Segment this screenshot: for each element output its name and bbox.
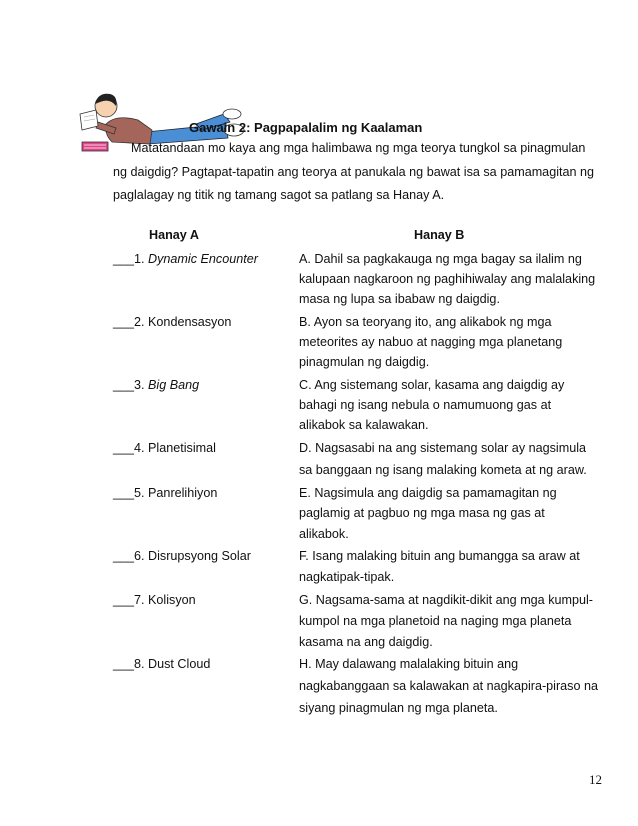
match-item-2: [113, 315, 231, 329]
intro-line-3: paglalagay ng titik ng tamang sagot sa patlang sa Hanay A.: [113, 188, 445, 202]
intro-line-2: ng daigdig? Pagtapat-tapatin ang teorya at panukala ng bawat isa sa pamamagitan ng: [113, 165, 595, 179]
choice-e-line-1: E. Nagsimula ang daigdig sa pamamagitan ng: [299, 486, 557, 500]
choice-b-line-3: pinagmulan ng daigdig.: [299, 355, 430, 369]
match-item-3: [113, 378, 199, 392]
answer-blank: ___: [113, 252, 135, 266]
choice-f-line-1: F. Isang malaking bituin ang bumangga sa araw at: [299, 549, 580, 563]
item-term: Big Bang: [148, 378, 200, 392]
item-term: Dust Cloud: [148, 657, 211, 671]
item-number: 1.: [134, 252, 145, 266]
choice-c-line-1: C. Ang sistemang solar, kasama ang daigdig ay: [299, 378, 565, 392]
match-item-5: [113, 486, 217, 500]
choice-g-line-3: kasama na ang daigdig.: [299, 635, 433, 649]
choice-d-line-2: sa banggaan ng isang malaking kometa at ng araw.: [299, 463, 587, 477]
choice-e-line-2: paglamig at pagbuo ng mga masa ng gas at: [299, 506, 545, 520]
item-number: 6.: [134, 549, 145, 563]
choice-h-line-2: nagkabanggaan sa kalawakan at nagkapira-piraso na: [299, 679, 598, 693]
item-number: 2.: [134, 315, 145, 329]
choice-h-line-1: H. May dalawang malalaking bituin ang: [299, 657, 519, 671]
page-number: 12: [589, 772, 602, 787]
choice-a-line-2: kalupaan nagkaroon ng paghihiwalay ang malalaking: [299, 272, 596, 286]
answer-blank: ___: [113, 593, 135, 607]
choice-g-line-1: G. Nagsama-sama at nagdikit-dikit ang mga kumpul-: [299, 593, 593, 607]
item-term: Disrupsyong Solar: [148, 549, 251, 563]
answer-blank: ___: [113, 657, 135, 671]
item-term: Planetisimal: [148, 441, 216, 455]
item-number: 7.: [134, 593, 145, 607]
choice-c-line-2: bahagi ng isang nebula o namumuong gas at: [299, 398, 552, 412]
choice-f-line-2: nagkatipak-tipak.: [299, 570, 395, 584]
choice-a-line-1: A. Dahil sa pagkakauga ng mga bagay sa ilalim ng: [299, 252, 582, 266]
item-term: Panrelihiyon: [148, 486, 218, 500]
activity-title: Gawain 2: Pagpapalalim ng Kaalaman: [189, 120, 423, 135]
answer-blank: ___: [113, 315, 135, 329]
choice-d-line-1: D. Nagsasabi na ang sistemang solar ay nagsimula: [299, 441, 587, 455]
item-number: 5.: [134, 486, 145, 500]
choice-b-line-2: meteorites ay nabuo at nagging mga planetang: [299, 335, 563, 349]
answer-blank: ___: [113, 486, 135, 500]
choice-b-line-1: B. Ayon sa teoryang ito, ang alikabok ng mga: [299, 315, 552, 329]
answer-blank: ___: [113, 549, 135, 563]
choice-h-line-3: siyang pinagmulan ng mga planeta.: [299, 701, 498, 715]
item-number: 3.: [134, 378, 145, 392]
match-item-7: [113, 593, 196, 607]
match-item-1: [113, 252, 258, 266]
intro-line-1: Matatandaan mo kaya ang mga halimbawa ng mga teorya tungkol sa pinagmulan: [131, 141, 586, 155]
item-term: Kolisyon: [148, 593, 196, 607]
choice-g-line-2: kumpol na mga planetoid na naging mga planeta: [299, 614, 572, 628]
item-number: 8.: [134, 657, 145, 671]
choice-e-line-3: alikabok.: [299, 527, 349, 541]
item-term: Dynamic Encounter: [148, 252, 258, 266]
choice-a-line-3: masa ng lupa sa ibabaw ng daigdig.: [299, 292, 500, 306]
column-b-header: Hanay B: [414, 228, 465, 242]
answer-blank: ___: [113, 378, 135, 392]
match-item-4: [113, 441, 216, 455]
item-number: 4.: [134, 441, 145, 455]
item-term: Kondensasyon: [148, 315, 232, 329]
match-item-8: [113, 657, 210, 671]
choice-c-line-3: alikabok sa kalawakan.: [299, 418, 429, 432]
answer-blank: ___: [113, 441, 135, 455]
match-item-6: [113, 549, 251, 563]
column-a-header: Hanay A: [149, 228, 199, 242]
